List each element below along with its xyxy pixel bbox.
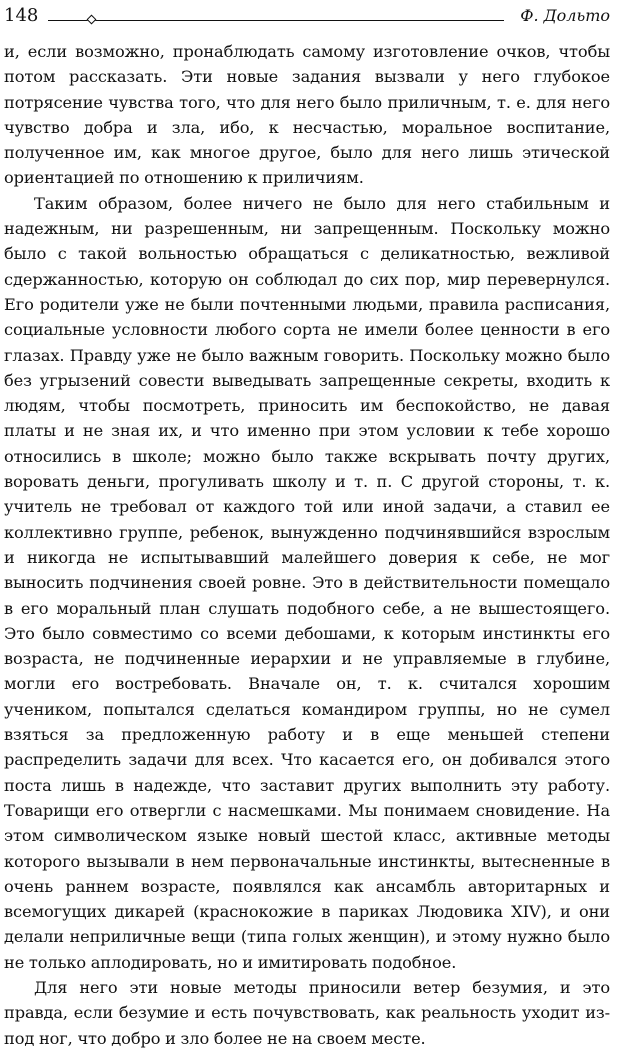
paragraph-1: и, если возможно, пронаблюдать самому изготовление очков, чтобы потом рассказать. Эти новые задания вызвали у него глубокое потрясение чувства того, что для него было приличным, т. е. для него чувство добра и зла, ибо, к несчастью, моральное воспитание, полученное им, как многое другое, было для него лишь этической ориентацией по отношению к приличиям. <box>4 42 610 188</box>
diamond-ornament-icon <box>87 15 97 25</box>
paragraph-3: Для него эти новые методы приносили ветер безумия, и это правда, если безумие и есть почувствовать, как реальность уходит из-под ног, что добро и зло более не на своем месте. <box>4 977 610 1048</box>
body-text <box>4 39 610 1051</box>
running-head-author: Ф. Дольто <box>520 6 610 25</box>
page-header <box>4 6 612 28</box>
header-rule <box>48 20 504 21</box>
paragraph-2: Таким образом, более ничего не было для него стабильным и надежным, ни разрешенным, ни запрещенным. Поскольку можно было с такой вольностью обращаться с деликатностью, вежливой сдержанностью, которую он соблюдал до сих пор, мир перевернулся. Его родители уже не были почтенными людьми, правила расписания, социальные условности любого сорта не имели более ценности в его глазах. Правду уже не было важным говорить. Поскольку можно было без угрызений совести выведывать запрещенные секреты, входить к людям, чтобы посмотреть, приносить им беспокойство, не давая платы и не зная их, и что именно при этом условии к тебе хорошо относились в школе; можно было также вскрывать почту других, воровать деньги, прогуливать школу и т. п. С другой стороны, т. к. учитель не требовал от каждого той или иной задачи, а ставил ее коллективно группе, ребенок, вынужденно подчинявшийся взрослым и никогда не испытывавший малейшего доверия к себе, не мог выносить подчинения своей ровне. Это в действительности помещало в его моральный план слушать подобного себе, а не вышестоящего. Это было совместимо со всеми дебошами, к которым инстинкты его возраста, не подчиненные иерархии и не управляемые в глубине, могли его востребовать. Вначале он, т. к. считался хорошим учеником, попытался сделаться командиром группы, но не сумел взяться за предложенную работу и в еще меньшей степени распределить задачи для всех. Что касается его, он добивался этого поста лишь в надежде, что заставит других выполнить эту работу. Товарищи его отвергли с насмешками. Мы понимаем сновидение. На этом символическом языке новый шестой класс, активные методы которого вызывали в нем первоначальные инстинкты, вытесненные в очень раннем возрасте, появлялся как ансамбль авторитарных и всемогущих дикарей (краснокожие в париках Людовика XIV), и они делали неприличные вещи (типа голых женщин), и этому нужно было не только аплодировать, но и имитировать подобное. <box>4 193 610 972</box>
page-number: 148 <box>4 5 39 26</box>
